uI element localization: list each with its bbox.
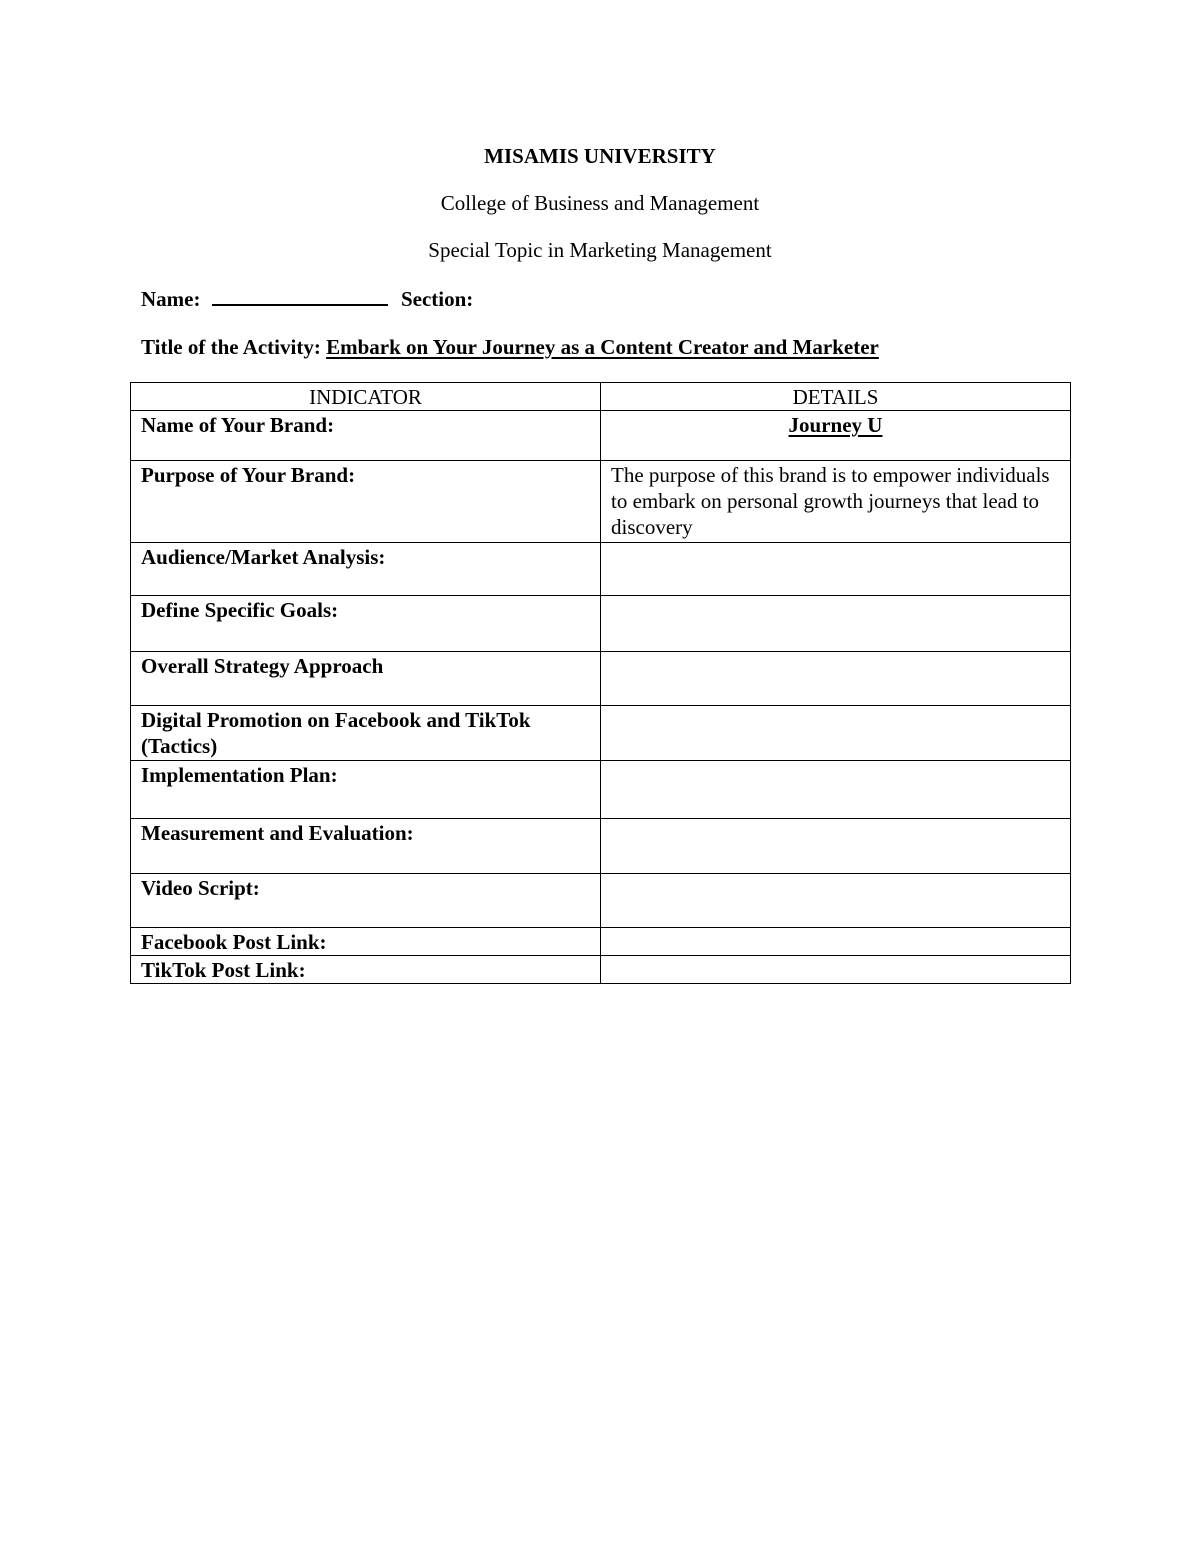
table-row	[131, 543, 1071, 596]
table-row	[131, 819, 1071, 874]
details-cell: The purpose of this brand is to empower individuals to embark on personal growth journeys that lead to discovery	[601, 461, 1071, 543]
section-label: Section:	[400, 287, 474, 311]
table-row	[131, 411, 1071, 461]
indicator-cell: Video Script:	[131, 874, 601, 928]
details-cell	[601, 928, 1071, 956]
table-row	[131, 706, 1071, 761]
indicator-cell: Facebook Post Link:	[131, 928, 601, 956]
indicator-cell: Implementation Plan:	[131, 761, 601, 819]
indicator-cell: Audience/Market Analysis:	[131, 543, 601, 596]
indicator-cell: Purpose of Your Brand:	[131, 461, 601, 543]
activity-label: Title of the Activity:	[141, 335, 321, 359]
name-label: Name:	[141, 287, 201, 311]
name-blank	[212, 284, 388, 306]
name-section-line	[141, 284, 473, 311]
details-cell	[601, 956, 1071, 984]
details-cell	[601, 652, 1071, 706]
details-header: DETAILS	[601, 383, 1071, 411]
details-cell	[601, 596, 1071, 652]
activity-title-line	[141, 335, 879, 359]
college-name: College of Business and Management	[440, 191, 760, 215]
indicator-cell: TikTok Post Link:	[131, 956, 601, 984]
table-row	[131, 761, 1071, 819]
indicator-cell: Define Specific Goals:	[131, 596, 601, 652]
indicator-cell: Digital Promotion on Facebook and TikTok (Tactics)	[131, 706, 601, 761]
brand-name: Journey U	[788, 413, 883, 437]
details-cell	[601, 411, 1071, 461]
table-row	[131, 928, 1071, 956]
indicator-cell: Measurement and Evaluation:	[131, 819, 601, 874]
details-cell	[601, 819, 1071, 874]
details-cell	[601, 706, 1071, 761]
table-row	[131, 461, 1071, 543]
indicator-cell: Overall Strategy Approach	[131, 652, 601, 706]
details-cell	[601, 543, 1071, 596]
details-cell	[601, 874, 1071, 928]
table-row	[131, 874, 1071, 928]
indicator-header: INDICATOR	[131, 383, 601, 411]
table-header-row	[131, 383, 1071, 411]
details-cell	[601, 761, 1071, 819]
subject-name: Special Topic in Marketing Management	[428, 238, 772, 262]
table-row	[131, 596, 1071, 652]
indicator-cell: Name of Your Brand:	[131, 411, 601, 461]
activity-form-table	[130, 382, 1071, 984]
activity-title: Embark on Your Journey as a Content Creator and Marketer	[326, 335, 879, 359]
table-row	[131, 956, 1071, 984]
university-name: MISAMIS UNIVERSITY	[484, 144, 716, 168]
table-row	[131, 652, 1071, 706]
